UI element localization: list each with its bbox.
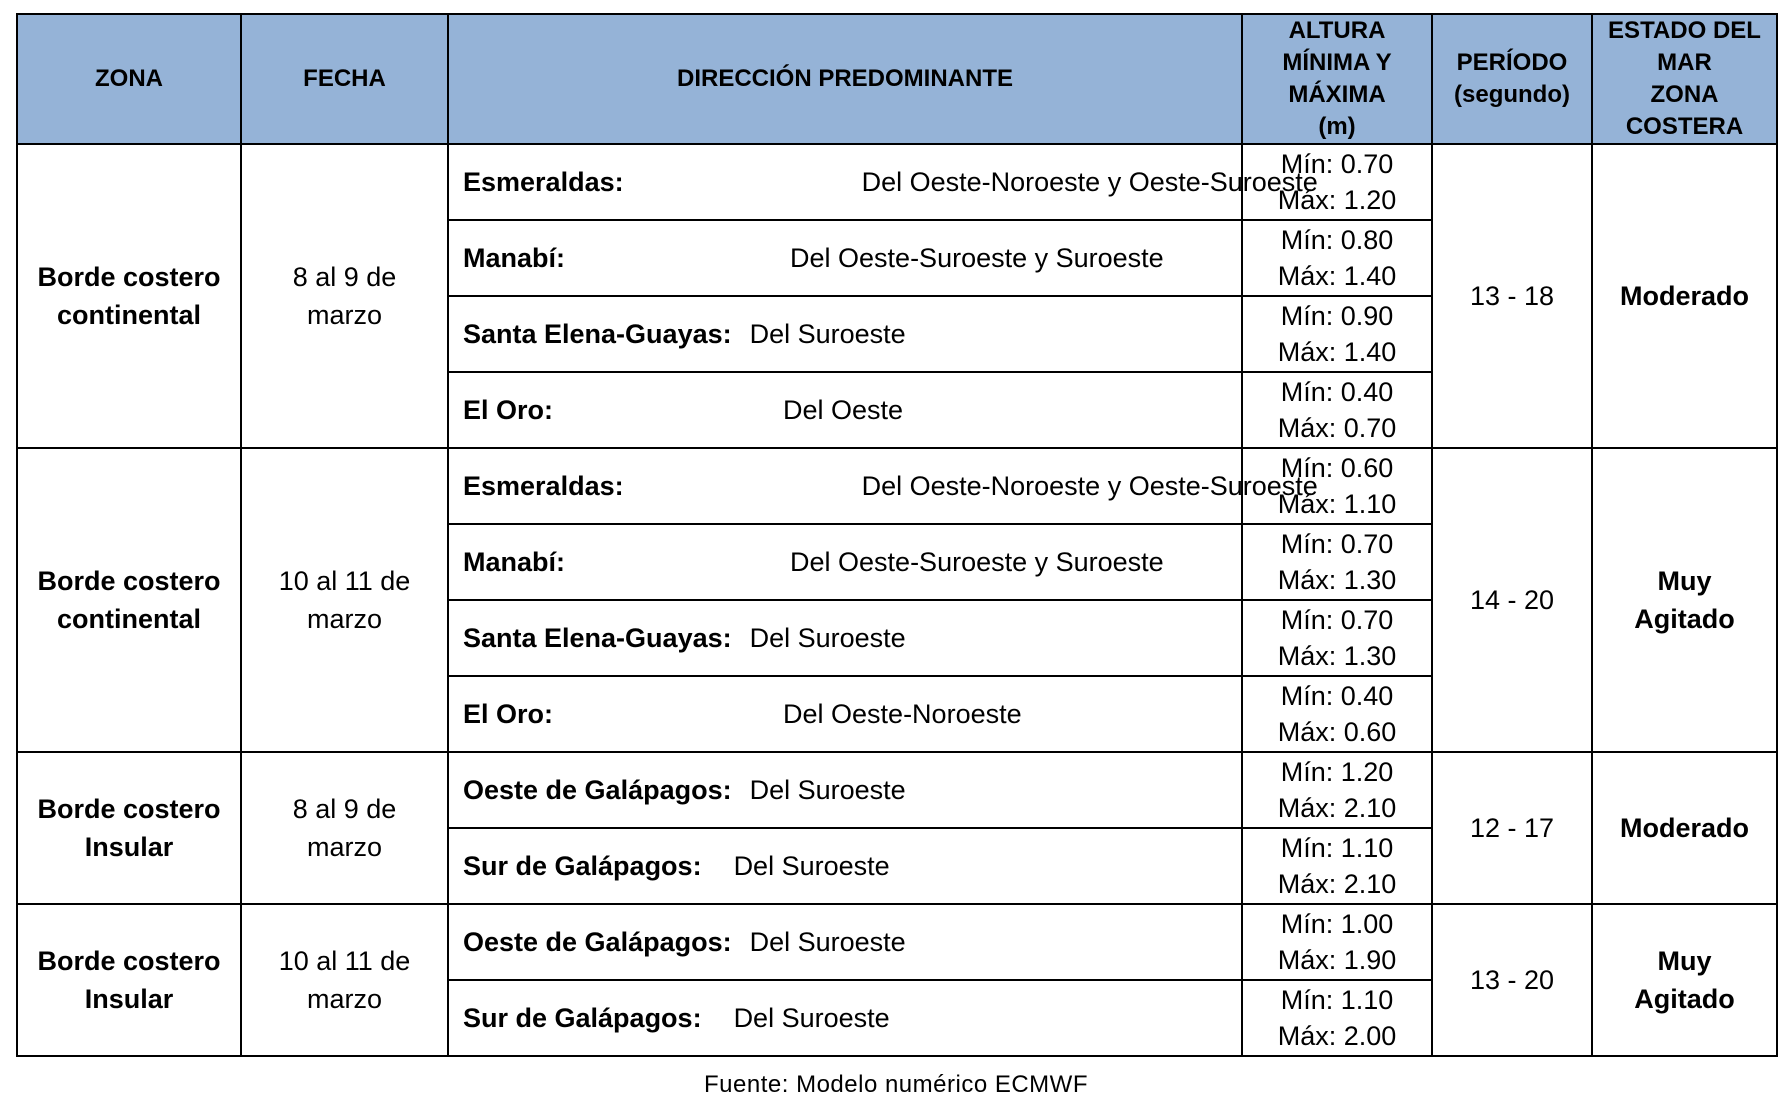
zona-cell [17, 448, 241, 752]
place-label: Esmeraldas: [463, 470, 624, 501]
fecha-line: marzo [306, 604, 382, 634]
zona-line: Borde costero [37, 566, 221, 596]
periodo-cell [1432, 448, 1592, 752]
direction-text: Del Suroeste [733, 850, 890, 881]
header-altura-line: (m) [1318, 113, 1356, 140]
direction-text: Del Oeste-Suroeste y Suroeste [790, 546, 1164, 577]
direction-text: Del Suroeste [749, 318, 906, 349]
direccion-cell [448, 296, 1242, 372]
direction-text: Del Oeste-Noroeste y Oeste-Suroeste [861, 166, 1318, 197]
estado-cell [1592, 144, 1777, 448]
altura-max: Máx: 1.30 [1277, 565, 1397, 595]
altura-min: Mín: 1.20 [1280, 757, 1394, 787]
zona-line: Borde costero [37, 946, 221, 976]
direction-text: Del Oeste [783, 394, 904, 425]
place-label: Santa Elena-Guayas: [463, 622, 732, 653]
header-periodo [1432, 14, 1592, 144]
estado-line: Muy [1657, 566, 1712, 596]
altura-max: Máx: 1.30 [1277, 641, 1397, 671]
altura-cell [1242, 752, 1432, 828]
direccion-cell [448, 448, 1318, 524]
altura-min: Mín: 0.80 [1280, 225, 1394, 255]
fecha-line: 8 al 9 de [292, 794, 397, 824]
zona-line: Insular [84, 832, 174, 862]
zona-cell [17, 904, 241, 1056]
periodo-cell [1432, 144, 1592, 448]
altura-min: Mín: 1.10 [1280, 833, 1394, 863]
altura-min: Mín: 1.00 [1280, 909, 1394, 939]
fecha-line: 10 al 11 de [278, 946, 411, 976]
direccion-cell [448, 372, 1242, 448]
altura-min: Mín: 0.90 [1280, 301, 1394, 331]
altura-max: Máx: 2.10 [1277, 869, 1397, 899]
periodo-cell [1432, 904, 1592, 1056]
fecha-cell [241, 904, 448, 1056]
direccion-cell [448, 752, 1242, 828]
header-estado-line: COSTERA [1625, 113, 1744, 140]
estado-cell [1592, 904, 1777, 1056]
zona-cell [17, 144, 241, 448]
direccion-cell [448, 980, 1242, 1056]
direction-text: Del Oeste-Noroeste y Oeste-Suroeste [861, 470, 1318, 501]
zona-line: Borde costero [37, 262, 221, 292]
altura-min: Mín: 0.70 [1280, 529, 1394, 559]
header-estado [1592, 14, 1777, 144]
altura-cell [1242, 296, 1432, 372]
zona-line: continental [56, 300, 201, 330]
header-fecha: FECHA [241, 14, 448, 144]
direction-text: Del Suroeste [749, 774, 906, 805]
periodo-cell [1432, 752, 1592, 904]
direccion-cell [448, 600, 1242, 676]
place-label: Oeste de Galápagos: [463, 926, 732, 957]
direccion-cell [448, 144, 1318, 220]
altura-cell [1242, 676, 1432, 752]
fecha-line: 10 al 11 de [278, 566, 411, 596]
fecha-cell [241, 144, 448, 448]
header-zona: ZONA [17, 14, 241, 144]
altura-max: Máx: 0.60 [1277, 717, 1397, 747]
header-periodo-line: (segundo) [1454, 81, 1570, 108]
altura-cell [1242, 220, 1432, 296]
table-row [17, 448, 1777, 524]
altura-min: Mín: 1.10 [1280, 985, 1394, 1015]
zona-line: continental [56, 604, 201, 634]
place-label: Oeste de Galápagos: [463, 774, 732, 805]
direccion-cell [448, 828, 1242, 904]
fecha-cell [241, 752, 448, 904]
altura-cell [1242, 372, 1432, 448]
altura-max: Máx: 1.20 [1277, 185, 1397, 215]
periodo-value: 12 - 17 [1469, 812, 1555, 843]
direction-text: Del Oeste-Noroeste [783, 698, 1022, 729]
altura-max: Máx: 1.90 [1277, 945, 1397, 975]
estado-cell [1592, 448, 1777, 752]
altura-max: Máx: 1.40 [1277, 337, 1397, 367]
altura-max: Máx: 1.40 [1277, 261, 1397, 291]
altura-max: Máx: 2.00 [1277, 1021, 1397, 1051]
estado-line: Moderado [1619, 813, 1749, 843]
fecha-line: marzo [306, 832, 382, 862]
altura-cell [1242, 600, 1432, 676]
header-altura [1242, 14, 1432, 144]
header-direccion: DIRECCIÓN PREDOMINANTE [448, 14, 1242, 144]
altura-cell [1242, 904, 1432, 980]
forecast-table-container [16, 13, 1776, 1057]
forecast-table [16, 13, 1778, 1057]
altura-max: Máx: 2.10 [1277, 793, 1397, 823]
place-label: El Oro: [463, 698, 554, 729]
periodo-value: 13 - 20 [1469, 964, 1555, 995]
altura-cell [1242, 980, 1432, 1056]
altura-max: Máx: 1.10 [1277, 489, 1397, 519]
fecha-line: marzo [306, 984, 382, 1014]
fecha-line: marzo [306, 300, 382, 330]
direccion-cell [448, 220, 1242, 296]
fecha-cell [241, 448, 448, 752]
header-estado-line: ESTADO DEL [1608, 17, 1761, 44]
place-label: Manabí: [463, 546, 566, 577]
table-row [17, 144, 1777, 220]
altura-max: Máx: 0.70 [1277, 413, 1397, 443]
direction-text: Del Suroeste [733, 1002, 890, 1033]
table-row [17, 752, 1777, 828]
direction-text: Del Suroeste [749, 622, 906, 653]
direccion-cell [448, 904, 1242, 980]
altura-cell [1242, 828, 1432, 904]
place-label: Esmeraldas: [463, 166, 624, 197]
place-label: Sur de Galápagos: [463, 1002, 702, 1033]
zona-line: Insular [84, 984, 174, 1014]
altura-min: Mín: 0.40 [1280, 681, 1394, 711]
periodo-value: 13 - 18 [1469, 280, 1555, 311]
place-label: Manabí: [463, 242, 566, 273]
altura-min: Mín: 0.70 [1280, 149, 1394, 179]
direccion-cell [448, 676, 1242, 752]
header-row [17, 14, 1777, 144]
direccion-cell [448, 524, 1242, 600]
direction-text: Del Oeste-Suroeste y Suroeste [790, 242, 1164, 273]
place-label: Sur de Galápagos: [463, 850, 702, 881]
header-estado-line: MAR [1657, 49, 1712, 76]
altura-cell [1242, 524, 1432, 600]
header-altura-line: ALTURA [1288, 17, 1386, 44]
place-label: Santa Elena-Guayas: [463, 318, 732, 349]
altura-min: Mín: 0.70 [1280, 605, 1394, 635]
direction-text: Del Suroeste [749, 926, 906, 957]
estado-line: Agitado [1634, 984, 1735, 1014]
header-altura-line: MÍNIMA Y [1282, 49, 1392, 76]
fecha-line: 8 al 9 de [292, 262, 397, 292]
table-row [17, 904, 1777, 980]
estado-line: Agitado [1634, 604, 1735, 634]
zona-cell [17, 752, 241, 904]
place-label: El Oro: [463, 394, 554, 425]
estado-line: Muy [1657, 946, 1712, 976]
header-periodo-line: PERÍODO [1456, 49, 1568, 76]
altura-min: Mín: 0.60 [1280, 453, 1394, 483]
forecast-table-body [17, 144, 1777, 1056]
source-caption: Fuente: Modelo numérico ECMWF [704, 1071, 1088, 1098]
estado-line: Moderado [1619, 281, 1749, 311]
header-estado-line: ZONA [1650, 81, 1719, 108]
periodo-value: 14 - 20 [1469, 584, 1555, 615]
header-altura-line: MÁXIMA [1288, 81, 1386, 108]
estado-cell [1592, 752, 1777, 904]
zona-line: Borde costero [37, 794, 221, 824]
altura-min: Mín: 0.40 [1280, 377, 1394, 407]
